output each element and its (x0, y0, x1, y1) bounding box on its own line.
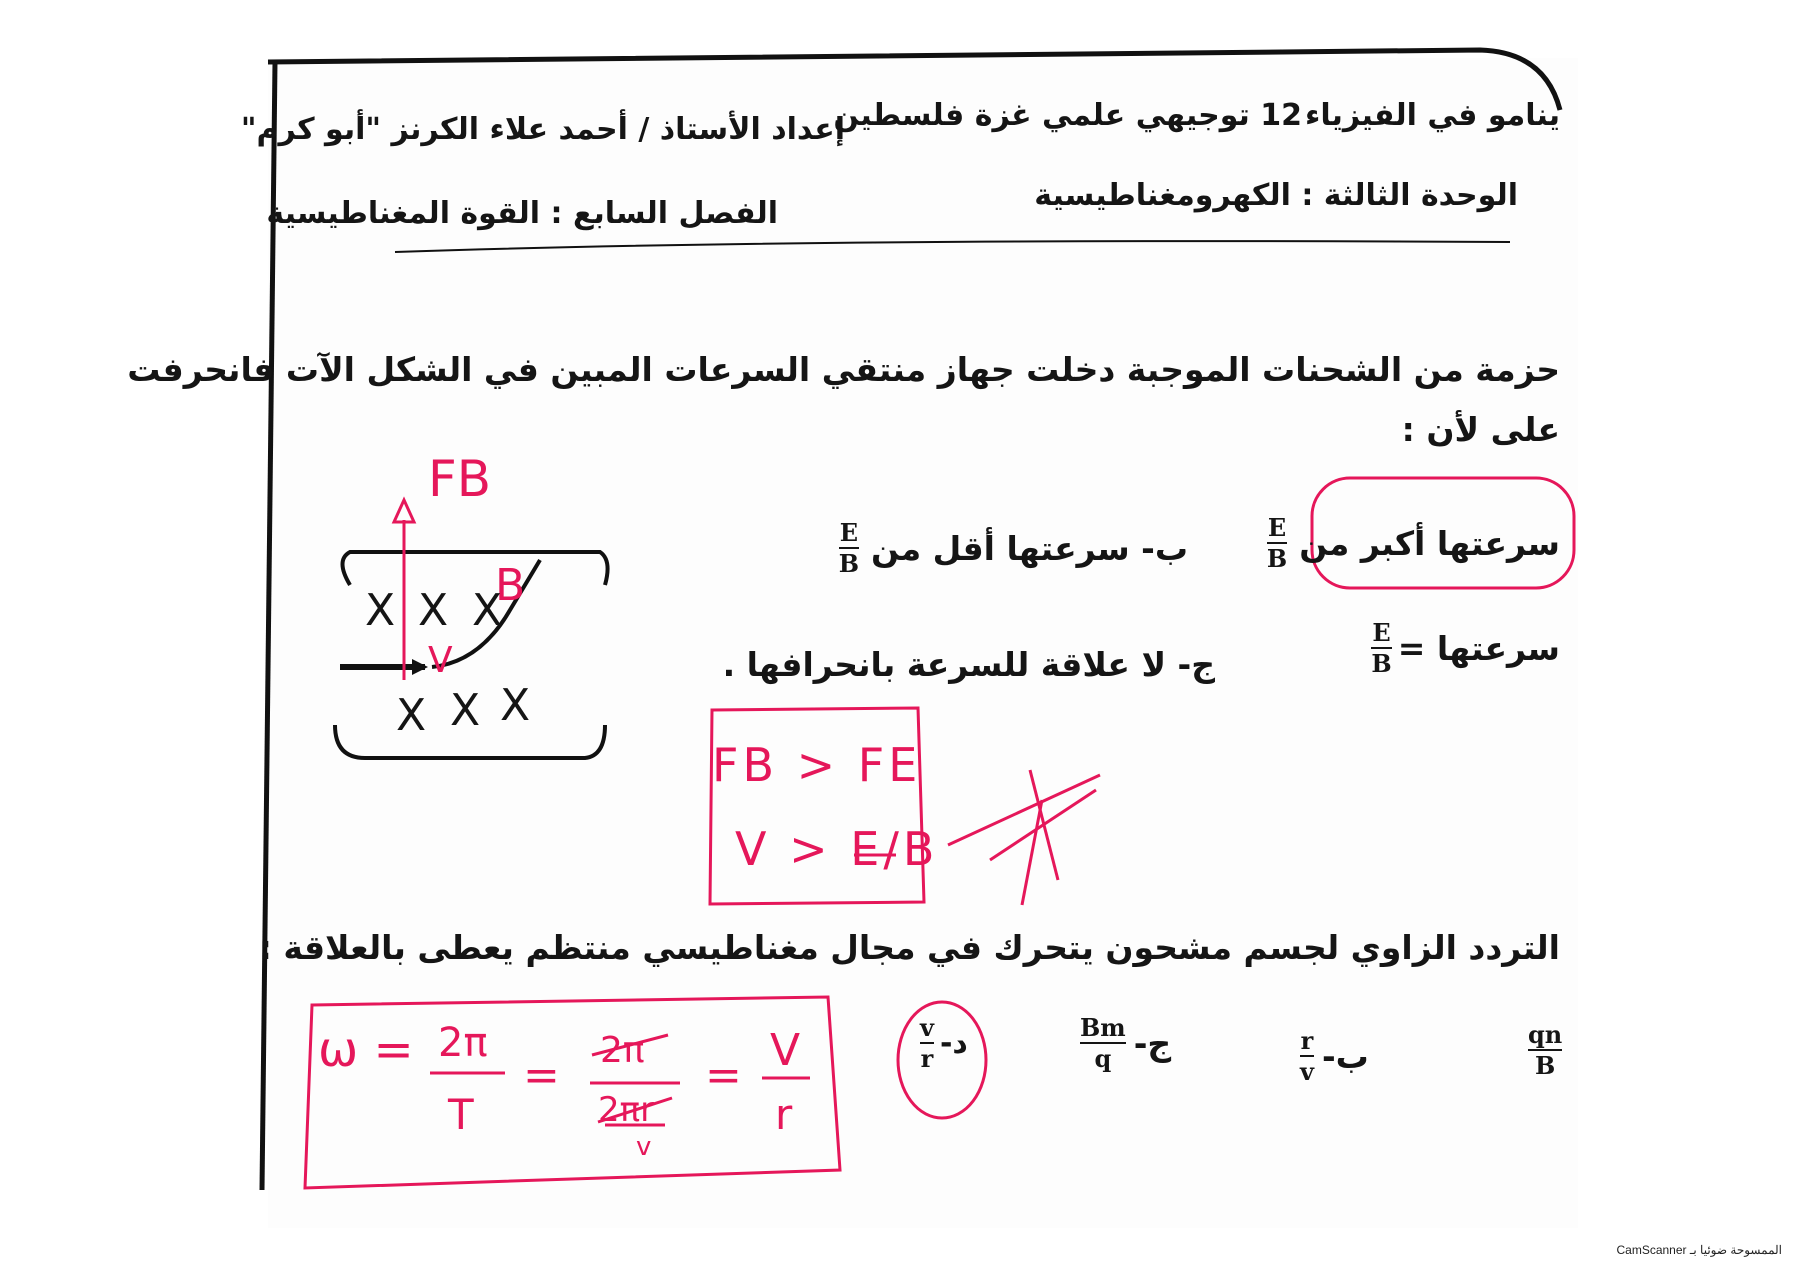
option-b-text: ب- سرعتها أقل من (871, 528, 1188, 568)
fraction-numerator: r (1300, 1026, 1314, 1055)
header-unit: الوحدة الثالثة : الكهرومغناطيسية (1034, 178, 1518, 213)
field-cross: X (450, 685, 481, 736)
option-b-fraction (838, 518, 859, 579)
handwriting2-two-pi-r: 2πr (598, 1090, 655, 1130)
fraction-denominator: B (1534, 1051, 1556, 1081)
fraction-denominator: q (1094, 1044, 1112, 1074)
fraction-numerator: E (839, 518, 858, 547)
option-a-fraction (1528, 1020, 1563, 1081)
header-divider (395, 241, 1510, 252)
option-b-fraction (1300, 1026, 1314, 1087)
frame-left-border (262, 62, 275, 1190)
figure-label-fb: FB (428, 450, 492, 508)
handwriting2-omega: ω = (318, 1022, 414, 1078)
option-a-text: سرعتها أكبر من (1299, 523, 1560, 563)
selector-top-plate (343, 552, 608, 585)
handwriting2-v-small: v (636, 1132, 652, 1162)
red-scribble (948, 770, 1100, 905)
fraction-denominator: B (1266, 544, 1288, 574)
question1-option-d[interactable]: ج- لا علاقة للسرعة بانحرافها . (722, 645, 1215, 684)
option-c-label: ج- (1133, 1023, 1172, 1063)
fraction-numerator: qn (1528, 1020, 1563, 1049)
fraction-numerator: v (920, 1013, 934, 1042)
fb-force-arrow (394, 500, 414, 680)
field-cross: X (396, 690, 427, 741)
option-c-fraction (1371, 618, 1392, 679)
option-d-label: د- (939, 1025, 968, 1061)
question1-option-a[interactable] (1266, 513, 1560, 574)
question2-option-a[interactable] (1528, 1020, 1563, 1081)
handwriting1-line2: V > E/B (735, 822, 939, 876)
question2-option-d[interactable] (920, 1013, 968, 1074)
header-chapter: الفصل السابع : القوة المغناطيسية (266, 196, 778, 231)
option-c-fraction (1080, 1013, 1126, 1074)
header-grade: 12 توجيهي علمي غزة فلسطين (833, 98, 1302, 133)
question1-option-b[interactable] (838, 518, 1188, 579)
question2-text: التردد الزاوي لجسم مشحون يتحرك في مجال مغناطيسي منتظم يعطى بالعلاقة : (258, 928, 1560, 967)
option-a-fraction (1266, 513, 1288, 574)
field-cross: X (365, 585, 396, 636)
question1-line1: حزمة من الشحنات الموجبة دخلت جهاز منتقي السرعات المبين في الشكل الآت فانحرفت (127, 350, 1560, 389)
handwriting2-equals: = (523, 1050, 560, 1101)
fraction-denominator: v (1300, 1057, 1314, 1087)
handwriting2-r: r (775, 1090, 793, 1139)
fraction-denominator: B (838, 549, 859, 579)
fraction-numerator: E (1372, 618, 1391, 647)
field-cross: X (418, 585, 449, 636)
handwriting1-line1: FB > FE (712, 738, 922, 792)
handwriting2-equals-2: = (705, 1050, 742, 1101)
header-author: إعداد الأستاذ / أحمد علاء الكرنز "أبو كرم" (240, 112, 845, 147)
fraction-denominator: B (1371, 649, 1392, 679)
camscanner-watermark: الممسوحة ضوئيا بـ CamScanner (1616, 1243, 1782, 1257)
handwriting2-period: T (448, 1090, 474, 1139)
question2-option-b[interactable] (1300, 1026, 1369, 1087)
option-d-fraction (920, 1013, 934, 1074)
fraction-numerator: E (1267, 513, 1287, 542)
field-cross: X (500, 680, 531, 731)
figure-label-v: V (428, 640, 453, 681)
beam-arrow-icon (412, 659, 428, 675)
field-cross: X (472, 585, 503, 636)
fraction-denominator: r (920, 1044, 934, 1074)
question2-option-c[interactable] (1080, 1013, 1172, 1074)
header-subject: ينامو في الفيزياء (1305, 98, 1560, 133)
question1-option-c[interactable] (1371, 618, 1560, 679)
handwriting2-two-pi: 2π (438, 1020, 488, 1066)
question1-line2: على لأن : (1401, 410, 1560, 449)
option-b-label: ب- (1321, 1036, 1369, 1076)
option-c-text: سرعتها = (1397, 628, 1560, 668)
fraction-numerator: Bm (1080, 1013, 1126, 1042)
handwriting2-v: V (770, 1025, 801, 1076)
handwriting2-two-pi-crossed: 2π (600, 1030, 645, 1071)
figure-label-b: B (495, 560, 526, 611)
